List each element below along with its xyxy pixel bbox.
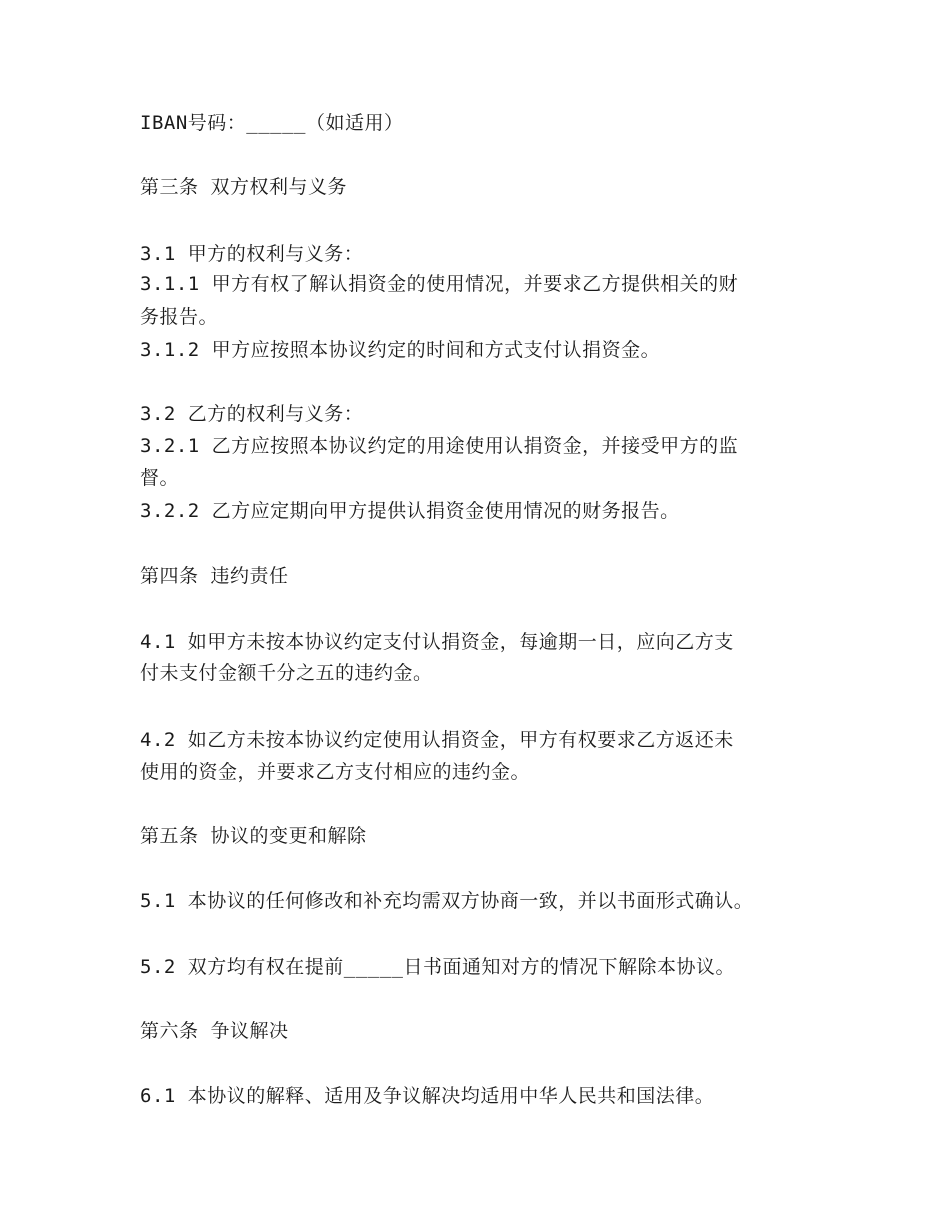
article-5-heading: 第五条 协议的变更和解除 xyxy=(140,825,367,847)
clause-3-2-1-line-1: 3.2.1 乙方应按照本协议约定的用途使用认捐资金，并接受甲方的监 xyxy=(140,435,739,457)
clause-4-1-line-2: 付未支付金额千分之五的违约金。 xyxy=(140,662,433,684)
clause-3-1-1-line-2: 务报告。 xyxy=(140,306,219,328)
clause-4-2-line-2: 使用的资金，并要求乙方支付相应的违约金。 xyxy=(140,761,531,783)
clause-6-1: 6.1 本协议的解释、适用及争议解决均适用中华人民共和国法律。 xyxy=(140,1085,715,1107)
clause-5-2: 5.2 双方均有权在提前_____日书面通知对方的情况下解除本协议。 xyxy=(140,956,735,978)
clause-3-1-2: 3.1.2 甲方应按照本协议约定的时间和方式支付认捐资金。 xyxy=(140,339,661,361)
article-3-heading: 第三条 双方权利与义务 xyxy=(140,176,347,198)
clause-3-1-title: 3.1 甲方的权利与义务： xyxy=(140,243,364,265)
clause-3-1-1-line-1: 3.1.1 甲方有权了解认捐资金的使用情况，并要求乙方提供相关的财 xyxy=(140,273,739,295)
clause-3-2-2: 3.2.2 乙方应定期向甲方提供认捐资金使用情况的财务报告。 xyxy=(140,500,680,522)
iban-line: IBAN号码：_____（如适用） xyxy=(140,112,404,134)
clause-5-1: 5.1 本协议的任何修改和补充均需双方协商一致，并以书面形式确认。 xyxy=(140,890,754,912)
article-4-heading: 第四条 违约责任 xyxy=(140,565,289,587)
clause-4-1-line-1: 4.1 如甲方未按本协议约定支付认捐资金，每逾期一日，应向乙方支 xyxy=(140,631,734,653)
clause-3-2-title: 3.2 乙方的权利与义务： xyxy=(140,403,364,425)
article-6-heading: 第六条 争议解决 xyxy=(140,1020,289,1042)
clause-3-2-1-line-2: 督。 xyxy=(140,467,180,489)
clause-4-2-line-1: 4.2 如乙方未按本协议约定使用认捐资金，甲方有权要求乙方返还未 xyxy=(140,729,734,751)
